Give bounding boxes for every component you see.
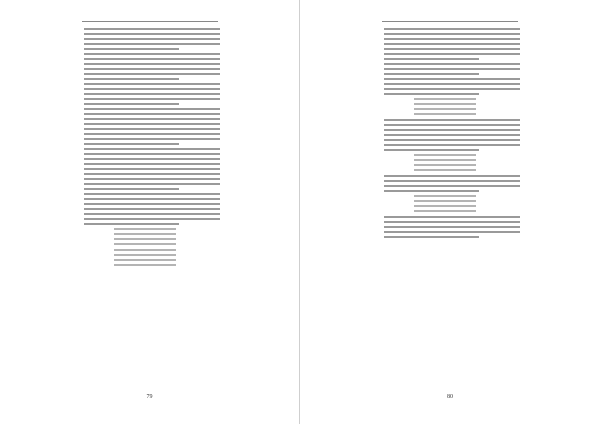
- text-line-placeholder: [84, 188, 179, 190]
- text-line-placeholder: [84, 73, 220, 75]
- verse-block: [414, 195, 520, 212]
- verse-line-placeholder: [414, 195, 476, 197]
- text-line-placeholder: [84, 203, 220, 205]
- text-line-placeholder: [84, 118, 220, 120]
- text-line-placeholder: [84, 133, 220, 135]
- verse-line-placeholder: [414, 103, 476, 105]
- text-line-placeholder: [84, 93, 220, 95]
- left-page-number: 79: [146, 394, 153, 400]
- text-line-placeholder: [84, 128, 220, 130]
- text-line-placeholder: [84, 113, 220, 115]
- text-line-placeholder: [384, 43, 520, 45]
- left-header-rule: [82, 21, 218, 22]
- left-body-text: [84, 28, 220, 270]
- text-line-placeholder: [384, 129, 520, 131]
- text-line-placeholder: [84, 143, 179, 145]
- text-line-placeholder: [84, 103, 179, 105]
- right-page-number: 80: [447, 394, 453, 400]
- verse-block: [114, 228, 220, 245]
- text-line-placeholder: [84, 193, 220, 195]
- text-line-placeholder: [384, 119, 520, 121]
- text-line-placeholder: [384, 63, 520, 65]
- text-line-placeholder: [384, 93, 479, 95]
- text-line-placeholder: [84, 53, 220, 55]
- verse-line-placeholder: [414, 98, 476, 100]
- text-line-placeholder: [384, 134, 520, 136]
- verse-line-placeholder: [414, 169, 476, 171]
- text-line-placeholder: [84, 178, 220, 180]
- verse-line-placeholder: [414, 108, 476, 110]
- verse-line-placeholder: [114, 254, 176, 256]
- text-line-placeholder: [384, 216, 520, 218]
- text-line-placeholder: [384, 48, 520, 50]
- verse-line-placeholder: [414, 159, 476, 161]
- text-line-placeholder: [84, 213, 220, 215]
- verse-line-placeholder: [414, 205, 476, 207]
- text-line-placeholder: [384, 68, 520, 70]
- text-line-placeholder: [384, 149, 479, 151]
- text-line-placeholder: [384, 139, 520, 141]
- text-line-placeholder: [84, 98, 220, 100]
- verse-line-placeholder: [114, 228, 176, 230]
- verse-line-placeholder: [414, 164, 476, 166]
- text-line-placeholder: [384, 58, 479, 60]
- text-line-placeholder: [384, 221, 520, 223]
- text-line-placeholder: [84, 223, 179, 225]
- right-page: [300, 0, 600, 424]
- verse-line-placeholder: [114, 249, 176, 251]
- text-line-placeholder: [84, 68, 220, 70]
- verse-line-placeholder: [114, 264, 176, 266]
- text-line-placeholder: [84, 28, 220, 30]
- text-line-placeholder: [384, 73, 479, 75]
- text-line-placeholder: [84, 78, 179, 80]
- text-line-placeholder: [84, 208, 220, 210]
- text-line-placeholder: [384, 180, 520, 182]
- text-line-placeholder: [84, 108, 220, 110]
- text-line-placeholder: [384, 53, 520, 55]
- text-line-placeholder: [84, 218, 220, 220]
- verse-line-placeholder: [114, 259, 176, 261]
- verse-line-placeholder: [414, 200, 476, 202]
- text-line-placeholder: [384, 144, 520, 146]
- right-body-text: [384, 28, 520, 241]
- text-line-placeholder: [384, 190, 479, 192]
- text-line-placeholder: [84, 48, 179, 50]
- text-line-placeholder: [84, 58, 220, 60]
- text-line-placeholder: [84, 173, 220, 175]
- verse-block: [414, 154, 520, 171]
- text-line-placeholder: [84, 163, 220, 165]
- text-line-placeholder: [384, 175, 520, 177]
- text-line-placeholder: [84, 123, 220, 125]
- verse-line-placeholder: [414, 154, 476, 156]
- text-line-placeholder: [84, 148, 220, 150]
- verse-block: [414, 98, 520, 115]
- text-line-placeholder: [84, 138, 220, 140]
- text-line-placeholder: [384, 124, 520, 126]
- text-line-placeholder: [84, 63, 220, 65]
- verse-line-placeholder: [114, 233, 176, 235]
- text-line-placeholder: [384, 231, 520, 233]
- verse-line-placeholder: [114, 238, 176, 240]
- text-line-placeholder: [84, 88, 220, 90]
- text-line-placeholder: [84, 38, 220, 40]
- text-line-placeholder: [84, 83, 220, 85]
- text-line-placeholder: [384, 33, 520, 35]
- text-line-placeholder: [384, 28, 520, 30]
- verse-block: [114, 249, 220, 266]
- text-line-placeholder: [84, 183, 220, 185]
- text-line-placeholder: [384, 226, 520, 228]
- text-line-placeholder: [384, 236, 479, 238]
- verse-line-placeholder: [414, 113, 476, 115]
- text-line-placeholder: [384, 185, 520, 187]
- text-line-placeholder: [384, 83, 520, 85]
- text-line-placeholder: [384, 88, 520, 90]
- text-line-placeholder: [84, 153, 220, 155]
- text-line-placeholder: [84, 33, 220, 35]
- text-line-placeholder: [84, 43, 220, 45]
- text-line-placeholder: [84, 198, 220, 200]
- text-line-placeholder: [384, 38, 520, 40]
- text-line-placeholder: [84, 158, 220, 160]
- text-line-placeholder: [84, 168, 220, 170]
- right-header-rule: [382, 21, 518, 22]
- verse-line-placeholder: [414, 210, 476, 212]
- verse-line-placeholder: [114, 243, 176, 245]
- text-line-placeholder: [384, 78, 520, 80]
